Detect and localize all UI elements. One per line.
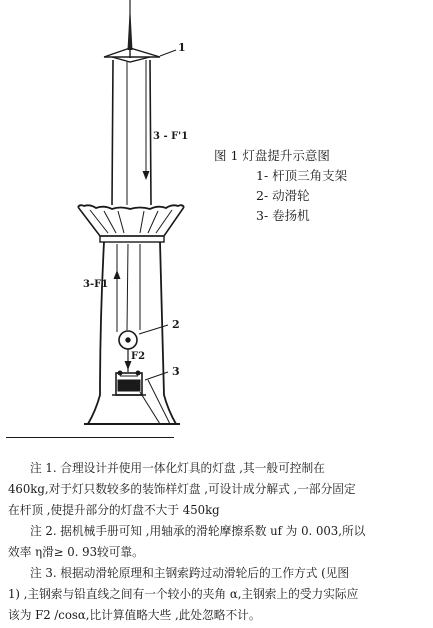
legend-item-2: 2- 动滑轮 <box>256 188 310 203</box>
note-1-line-1: 注 1. 合理设计并使用一体化灯具的灯盘 ,其一般可控制在 <box>30 461 325 475</box>
winch <box>112 371 146 395</box>
notes-section <box>8 458 428 626</box>
lower-pole <box>84 242 180 424</box>
force-label-mid: 3-F1 <box>83 279 109 290</box>
figure-caption: 图 1 灯盘提升示意图 <box>214 148 330 163</box>
note-3-line-2: 1) ,主钢索与铅直线之间有一个较小的夹角 α,主钢索上的受力实际应 <box>8 587 359 601</box>
callout-3: 3 <box>172 365 180 378</box>
callout-leaders <box>139 50 176 380</box>
note-3-line-1: 注 3. 根据动滑轮原理和主钢索跨过动滑轮后的工作方式 (见图 <box>30 566 350 580</box>
footnote-divider <box>6 437 174 438</box>
note-2-line-2: 效率 η滑≥ 0. 93较可靠。 <box>8 545 144 559</box>
force-label-low: F2 <box>131 351 146 362</box>
figure-caption-block <box>214 146 347 226</box>
arrow-down-icon <box>125 361 132 370</box>
force-label-top: 3 - F'1 <box>153 131 189 142</box>
note-3-line-3: 该为 F2 /cosα,比计算值略大些 ,此处忽略不计。 <box>8 608 261 622</box>
arrow-up-icon <box>114 270 121 279</box>
callout-1: 1 <box>178 41 186 54</box>
arrow-down-icon <box>143 171 150 180</box>
lamp-tray <box>78 205 184 242</box>
upper-cable <box>127 60 146 205</box>
note-2-line-1: 注 2. 据机械手册可知 ,用轴承的滑轮摩擦系数 uf 为 0. 003,所以 <box>30 524 366 538</box>
legend-item-3: 3- 卷扬机 <box>256 208 310 223</box>
upper-pole <box>112 60 151 205</box>
note-1-line-2: 460kg,对于灯只数较多的装饰样灯盘 ,可设计成分解式 ,一部分固定 <box>8 482 356 496</box>
lower-cable <box>117 244 140 332</box>
top-tripod-bracket <box>104 48 160 62</box>
legend-item-1: 1- 杆顶三角支架 <box>256 168 348 183</box>
callout-2: 2 <box>172 318 180 331</box>
note-1-line-3: 在杆顶 ,使提升部分的灯盘不大于 450kg <box>8 503 220 517</box>
